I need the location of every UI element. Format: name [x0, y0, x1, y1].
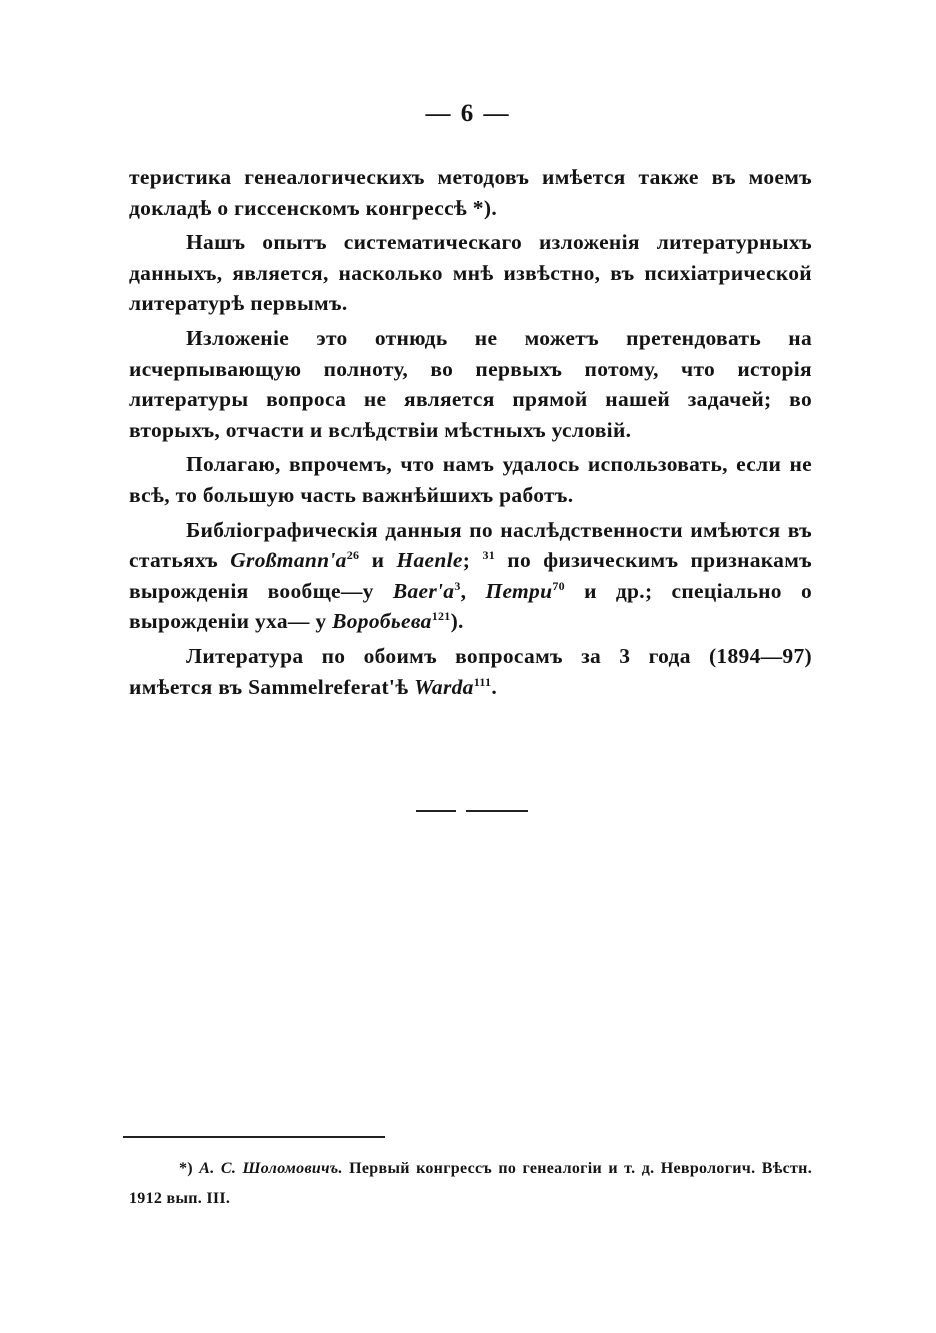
text-run: по физическимъ признакамъ вырожденія вообще—у: [129, 548, 812, 603]
text-run: Литература по обоимъ вопросамъ за 3 года (1894—97) имѣется въ Sammelreferat'ѣ: [129, 643, 812, 699]
reference-number: 31: [482, 548, 496, 563]
author-name: Воробьева: [332, 609, 432, 634]
paragraph-6: [129, 641, 812, 702]
reference-number: 3: [454, 578, 461, 593]
text-run: .: [491, 674, 497, 699]
paragraph-2: Нашъ опытъ систематическаго изложенія литературныхъ данныхъ, является, насколько мнѣ извѣстно, въ психіатрической литературѣ первымъ.: [129, 230, 812, 316]
reference-number: 111: [473, 674, 492, 689]
text-run: и др.; спеціально о вырожденіи уха— у: [129, 578, 813, 634]
footnote: [129, 1154, 812, 1214]
section-end-rule: [416, 810, 528, 812]
footnote-rule: [123, 1136, 385, 1138]
body-text: [129, 162, 812, 706]
text-run: Библіографическія данныя по наслѣдственности имѣются въ статьяхъ: [129, 517, 812, 573]
footnote-author: А. С. Шоломовичъ.: [199, 1160, 343, 1177]
page-number: — 6 —: [425, 100, 511, 127]
author-name: Baer'a: [392, 578, 455, 603]
author-name: Großmann'a: [230, 548, 347, 573]
reference-number: 70: [552, 578, 565, 593]
paragraph-3: Изложеніе это отнюдь не можетъ претендовать на исчерпывающую полноту, во первыхъ потому, что исторія литературы вопроса не является прямой нашей задачей; во вторыхъ, отчасти и вслѣдствіи мѣстныхъ условій.: [129, 325, 812, 442]
text-run: ,: [460, 578, 486, 603]
text-run: ).: [450, 609, 464, 634]
text-run: и: [359, 548, 397, 573]
reference-number: 26: [346, 548, 360, 563]
paragraph-5: [129, 515, 812, 637]
paragraph-4: Полагаю, впрочемъ, что намъ удалось использовать, если не всѣ, то большую часть важнѣйшихъ работъ.: [129, 452, 812, 507]
author-name: Петри: [485, 578, 553, 603]
author-name: Warda: [414, 674, 474, 699]
footnote-text: Первый конгрессъ по генеалогіи и т. д. Неврологич. Вѣстн. 1912 вып. III.: [129, 1160, 813, 1207]
paragraph-1: теристика генеалогическихъ методовъ имѣется также въ моемъ докладѣ о гиссенскомъ конгрессѣ *).: [129, 165, 812, 220]
text-run: ;: [462, 548, 483, 573]
author-name: Haenle: [396, 548, 463, 573]
reference-number: 121: [431, 609, 451, 624]
footnote-mark: *): [179, 1160, 200, 1177]
